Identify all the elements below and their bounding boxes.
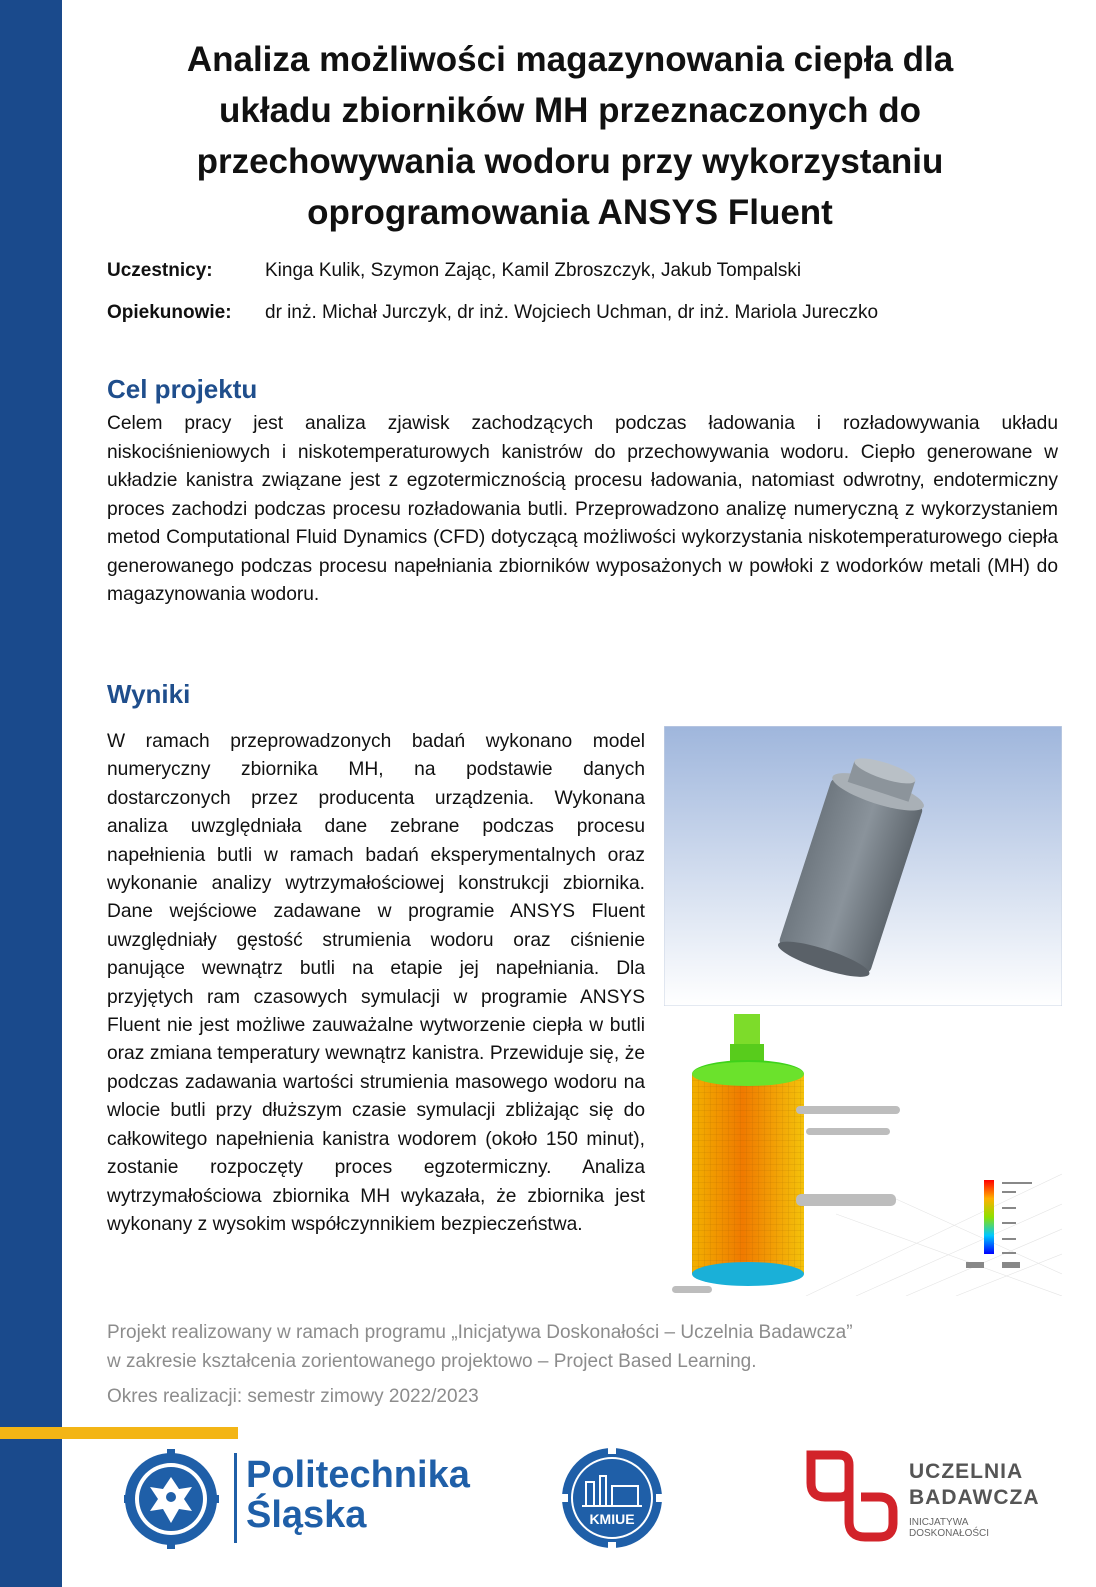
participants-value: Kinga Kulik, Szymon Zając, Kamil Zbroszczyk, Jakub Tompalski — [265, 260, 802, 281]
kmiue-wordmark: KMIUE — [589, 1511, 635, 1527]
supervisors-row — [107, 292, 878, 334]
supervisors-value: dr inż. Michał Jurczyk, dr inż. Wojciech Uchman, dr inż. Mariola Jureczko — [265, 302, 879, 323]
program-line-2: w zakresie kształcenia zorientowanego projektowo – Project Based Learning. — [107, 1351, 757, 1372]
program-note — [107, 1318, 853, 1376]
goal-text: Celem pracy jest analiza zjawisk zachodzących podczas ładowania i rozładowywania układu niskociśnieniowych i niskotemperaturowych kanistrów do przechowywania wodoru. Ciepło generowane w układzie kanistra związane jest z egzotermicznością procesu ładowania, natomiast odwrotny, endotermiczny proces zachodzi podczas procesu rozładowania butli. Przeprowadzono analizę numeryczną z wykorzystaniem metod Computational Fluid Dynamics (CFD) dotyczącą możliwości wykorzystania niskotemperaturowego ciepła generowanego podczas procesu napełniania zbiorników wyposażonych w powłoki z wodorków metali (MH) do magazynowania wodoru. — [107, 413, 1058, 605]
university-emblem-icon — [124, 1449, 224, 1549]
ub-subtitle: INICJATYWA DOSKONAŁOŚCI — [909, 1517, 990, 1539]
realization-period: Okres realizacji: semestr zimowy 2022/2023 — [107, 1386, 479, 1407]
goal-heading: Cel projektu — [107, 374, 258, 404]
politechnika-slaska-logo — [124, 1449, 484, 1549]
ub-line-2: BADAWCZA — [909, 1486, 1040, 1509]
results-text: W ramach przeprowadzonych badań wykonano model numeryczny zbiornika MH, na podstawie danych dostarczonych przez producenta urządzenia. Wykonana analiza uwzględniała dane zebrane podczas procesu napełnienia butli w ramach badań eksperymentalnych oraz wykonanie analizy wytrzymałościowej konstrukcji zbiornika. Dane wejściowe zadawane w programie ANSYS Fluent uwzględniały gęstość strumienia wodoru oraz ciśnienie panujące wewnątrz butli na etapie jej napełniania. Dla przyjętych ram czasowych symulacji w programie ANSYS Fluent nie jest możliwe zauważalne wytworzenie ciepła w butli oraz zmiana temperatury wewnątrz kanistra. Przewiduje się, że podczas zadawania wartości strumienia masowego wodoru na wlocie butli przy dłuższym czasie symulacji zbliżając się do całkowitego napełnienia kanistra wodorem (około 150 minut), zostanie rozpoczęty proces egzotermiczny. Analiza wytrzymałościowa zbiornika MH wykazała, że zbiornika jest wykonany z wysokim współczynnikiem bezpieczeństwa. — [107, 731, 645, 1235]
ps-line-1: Politechnika — [246, 1454, 470, 1496]
kmiue-logo — [560, 1446, 664, 1550]
left-sidebar-band — [0, 0, 62, 1587]
supervisors-label: Opiekunowie: — [107, 302, 232, 323]
participants-row — [107, 250, 878, 292]
fem-analysis-image — [656, 1014, 1062, 1296]
results-heading: Wyniki — [107, 679, 191, 709]
participants-label: Uczestnicy: — [107, 260, 213, 281]
ub-wordmark — [909, 1459, 1039, 1511]
cylinder-model-image — [664, 726, 1062, 1006]
uczelnia-badawcza-logo — [805, 1449, 1040, 1549]
logo-divider — [234, 1453, 237, 1543]
gold-accent-line — [0, 1427, 238, 1439]
politechnika-slaska-wordmark — [246, 1455, 470, 1535]
ps-line-2: Śląska — [246, 1494, 367, 1536]
people-block — [107, 250, 878, 334]
program-line-1: Projekt realizowany w ramach programu „Inicjatywa Doskonałości – Uczelnia Badawcza” — [107, 1322, 853, 1343]
ub-line-1: UCZELNIA — [909, 1460, 1024, 1483]
poster-title: Analiza możliwości magazynowania ciepła dla układu zbiorników MH przeznaczonych do przechowywania wodoru przy wykorzystaniu oprogramowania ANSYS Fluent — [186, 40, 954, 232]
ub-emblem-icon — [805, 1449, 901, 1545]
